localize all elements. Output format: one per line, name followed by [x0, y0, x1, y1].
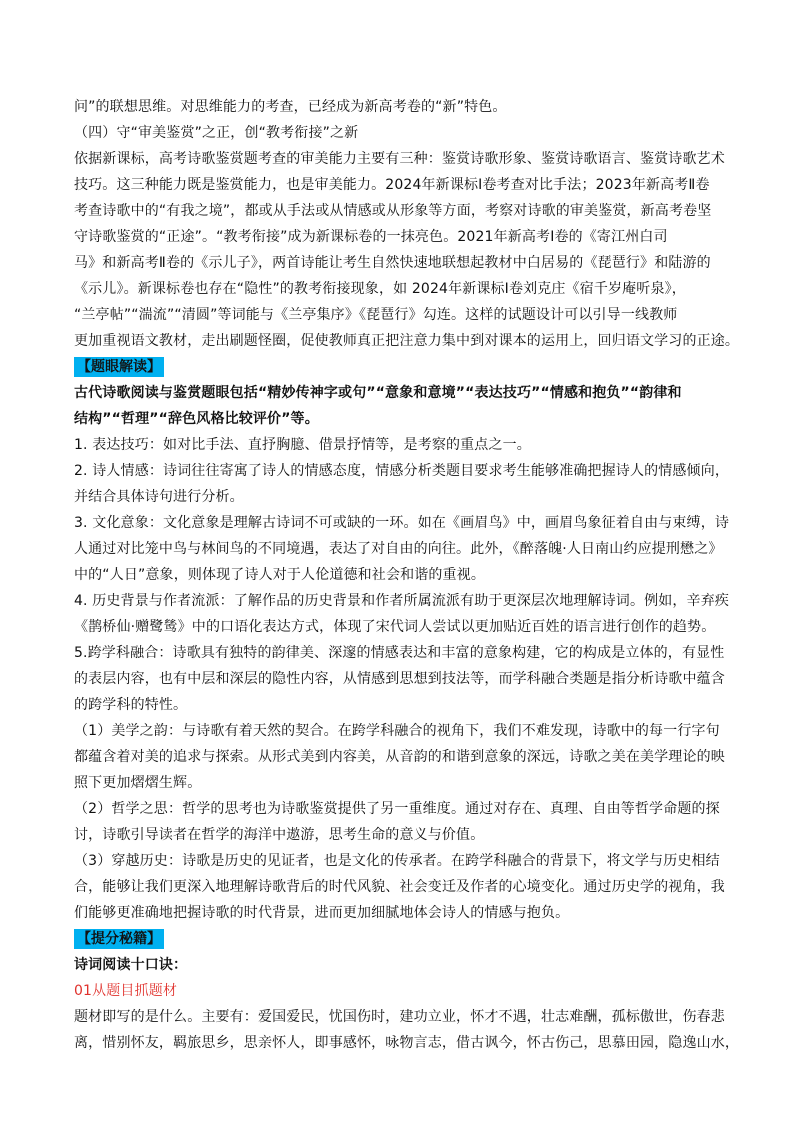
sub-item-aesthetics — [74, 718, 734, 796]
section-badge-tiyan: 【题眼解读】 — [74, 357, 164, 377]
text-line: 诗词阅读十口诀： — [74, 957, 188, 973]
text-line: 01从题目抓题材 — [74, 983, 178, 999]
text-line: 《示儿》。新课标卷也存在“隐性”的教考衔接现象，如 2024年新课标Ⅰ卷刘克庄《宿千岁庵听泉》， — [74, 281, 686, 297]
paragraph-intro-end — [74, 94, 734, 120]
list-item-5 — [74, 640, 734, 718]
text-line: 的表层内容，也有中层和深层的隐性内容，从情感到思想到技法等，而学科融合类题是指分析诗歌中蕴含 — [74, 671, 725, 687]
list-item-3 — [74, 510, 734, 588]
text-line: 都蕴含着对美的追求与探索。从形式美到内容美，从音韵的和谐到意象的深远，诗歌之美在美学理论的映 — [74, 749, 725, 765]
text-line: 3. 文化意象：文化意象是理解古诗词不可或缺的一环。如在《画眉鸟》中，画眉鸟象征着自由与束缚，诗 — [74, 515, 730, 531]
paragraph-aesthetic — [74, 146, 740, 354]
list-item-2 — [74, 458, 734, 510]
text-line: 2. 诗人情感：诗词往往寄寓了诗人的情感态度，情感分析类题目要求考生能够准确把握诗人的情感倾向， — [74, 463, 730, 479]
text-line: （2）哲学之思：哲学的思考也为诗歌鉴赏提供了另一重维度。通过对存在、真理、自由等哲学命题的探 — [74, 801, 720, 817]
text-line: 技巧。这三种能力既是鉴赏能力，也是审美能力。2024年新课标Ⅰ卷考查对比手法；2023年新高考Ⅱ卷 — [74, 177, 710, 193]
text-line: 4. 历史背景与作者流派：了解作品的历史背景和作者所属流派有助于更深层次地理解诗词。例如，辛弃疾 — [74, 593, 730, 609]
text-line: 依据新课标，高考诗歌鉴赏题考查的审美能力主要有三种：鉴赏诗歌形象、鉴赏诗歌语言、鉴赏诗歌艺术 — [74, 151, 725, 167]
text-line: “兰亭帖”“湍流”“清圆”等词能与《兰亭集序》《琵琶行》勾连。这样的试题设计可以引导一线教师 — [74, 307, 678, 323]
paragraph-theme — [74, 1004, 740, 1056]
subheading-ten-tips — [74, 952, 734, 978]
text-line: 问”的联想思维。对思维能力的考查，已经成为新高考卷的“新”特色。 — [74, 99, 507, 115]
text-line: 人通过对比笼中鸟与林间鸟的不同境遇，表达了对自由的向往。此外，《醉落魄·人日南山约应提刑懋之》 — [74, 541, 723, 557]
text-line: 中的“人日”意象，则体现了诗人对于人伦道德和社会和谐的重视。 — [74, 567, 486, 583]
text-line: 题材即写的是什么。主要有：爱国爱民，忧国伤时，建功立业，怀才不遇，壮志难酬，孤标傲世，伤春悲 — [74, 1009, 725, 1025]
text-line: 离，惜别怀友，羁旅思乡，思亲怀人，即事感怀，咏物言志，借古讽今，怀古伤己，思慕田园，隐逸山水， — [74, 1035, 740, 1051]
text-line: 们能够更准确地把握诗歌的时代背景，进而更加细腻地体会诗人的情感与抱负。 — [74, 905, 570, 921]
text-line: （四）守“审美鉴赏”之正，创“教考衔接”之新 — [74, 125, 359, 141]
text-line: 《鹊桥仙·赠鹭鸶》中的口语化表达方式，体现了宋代词人尝试以更加贴近百姓的语言进行创作的趋势。 — [74, 619, 716, 635]
text-line: 古代诗歌阅读与鉴赏题眼包括“精妙传神字或句”“意象和意境”“表达技巧”“情感和抱负”“韵律和 — [74, 385, 682, 401]
paragraph-bold-intro — [74, 380, 734, 432]
text-line: （3）穿越历史：诗歌是历史的见证者，也是文化的传承者。在跨学科融合的背景下，将文学与历史相结 — [74, 853, 720, 869]
section-heading-four — [74, 120, 734, 146]
text-line: 守诗歌鉴赏的“正途”。“教考衔接”成为新课标卷的一抹亮色。2021年新高考Ⅰ卷的《寄江州白司 — [74, 229, 668, 245]
sub-item-history — [74, 848, 734, 926]
sub-item-philosophy — [74, 796, 734, 848]
text-line: 讨，诗歌引导读者在哲学的海洋中遨游，思考生命的意义与价值。 — [74, 827, 485, 843]
text-line: 照下更加熠熠生辉。 — [74, 775, 202, 791]
tip-heading-01 — [74, 978, 734, 1004]
list-item-1 — [74, 432, 734, 458]
text-line: 更加重视语文教材，走出刷题怪圈，促使教师真正把注意力集中到对课本的运用上，回归语文学习的正途。 — [74, 333, 740, 349]
list-item-4 — [74, 588, 734, 640]
text-line: 5.跨学科融合：诗歌具有独特的韵律美、深邃的情感表达和丰富的意象构建，它的构成是立体的，有显性 — [74, 645, 725, 661]
text-line: （1）美学之韵：与诗歌有着天然的契合。在跨学科融合的视角下，我们不难发现，诗歌中的每一行字句 — [74, 723, 720, 739]
text-line: 的跨学科的特性。 — [74, 697, 188, 713]
text-line: 并结合具体诗句进行分析。 — [74, 489, 244, 505]
section-badge-tifen: 【提分秘籍】 — [74, 929, 164, 949]
text-line: 考查诗歌中的“有我之境”，都或从手法或从情感或从形象等方面，考察对诗歌的审美鉴赏，新高考卷坚 — [74, 203, 712, 219]
text-line: 结构”“哲理”“辞色风格比较评价”等。 — [74, 411, 319, 427]
text-line: 合，能够让我们更深入地理解诗歌背后的时代风貌、社会变迁及作者的心境变化。通过历史学的视角，我 — [74, 879, 725, 895]
text-line: 1. 表达技巧：如对比手法、直抒胸臆、借景抒情等，是考察的重点之一。 — [74, 437, 531, 453]
document-page — [74, 94, 740, 1056]
text-line: 马》和新高考Ⅱ卷的《示儿子》，两首诗能让考生自然快速地联想起教材中白居易的《琵琶行》和陆游的 — [74, 255, 711, 271]
